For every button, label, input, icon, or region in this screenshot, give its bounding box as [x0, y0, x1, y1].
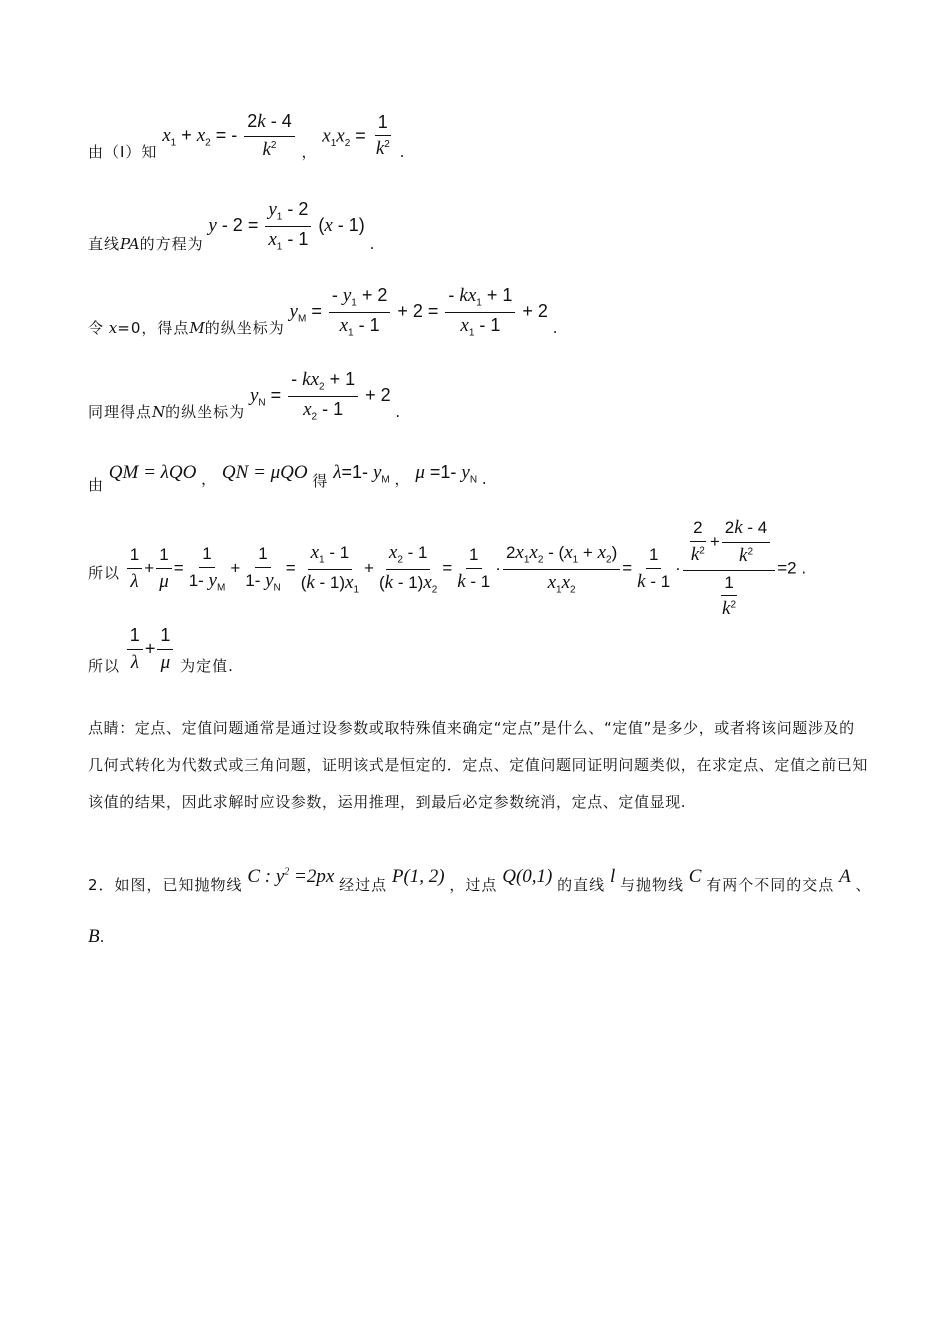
problem-2-curve-c: C	[688, 866, 702, 887]
line-4-var: N	[152, 402, 166, 421]
formula-line-pa: y - 2 = $\frac{y_1 - 2}{x_1 - 1}$ (x - 1)	[208, 199, 365, 253]
line-1-end: .	[399, 143, 405, 162]
line-5-sep: ，	[201, 470, 218, 488]
problem-2-t7: 、	[855, 876, 872, 894]
problem-2	[88, 866, 872, 894]
problem-2-parabola: C : $y^2 =2px$	[247, 866, 335, 887]
line-6-prefix: 所以	[88, 563, 121, 582]
remark-paragraph: 点睛：定点、定值问题通常是通过设参数或取特殊值来确定“定点”是什么、“定值”是多少，或者将该问题涉及的几何式转化为代数式或三角问题，证明该式是恒定的．定点、定值问题同证明问题类似，在求定点、定值之前已知该值的结果，因此求解时应设参数，运用推理，到最后必定参数统消，定点、定值显现.	[88, 719, 869, 811]
line-1-sep: ，	[301, 143, 318, 162]
line-2-var: PA	[120, 234, 140, 253]
line-7	[88, 626, 234, 674]
line-4-mid: 的纵坐标为	[165, 402, 246, 421]
formula-qm: QM = λQO	[108, 462, 197, 483]
formula-sum-reciprocal: $\frac{1}{\lambda}$ + $\frac{1}{\mu}$ = $\frac{1}{1- y_M}$ + $\frac{1}{1- y_N}$ = $\frac{x_1 - 1}{(k - 1)x_1}$ + $\frac{x_2 - 1}{(k - 1)x_2}$ = $\frac{1}{k - 1}$ · $\frac{2x_1x_2 - (x_1 + x_2)}{x_1x_2}$ = $\frac{1}{k - 1}$ · $\frac{2}{k^2}$ + $\frac{2k - 4}{k^2}$ $\frac{1}{k^2}$ =2	[125, 518, 797, 620]
problem-2-t3: ，过点	[449, 876, 498, 894]
formula-conclusion: $\frac{1}{\lambda}$ + $\frac{1}{\mu}$	[125, 626, 176, 674]
line-3	[88, 286, 557, 338]
line-5-end: .	[481, 470, 487, 488]
line-5	[88, 462, 487, 494]
line-2	[88, 200, 374, 252]
problem-2-line-l: l	[609, 866, 616, 887]
line-5-sep2: ，	[394, 470, 411, 488]
line-6-end: .	[801, 559, 807, 578]
line-2-prefix: 直线	[88, 234, 121, 253]
line-1-prefix: 由（I）知	[88, 143, 158, 162]
line-5-mid: 得	[312, 472, 329, 490]
line-3-prefix: 令	[88, 318, 105, 337]
problem-2-point-p: P(1, 2)	[391, 866, 445, 887]
line-5-prefix: 由	[88, 476, 105, 494]
problem-2-point-q: Q(0,1)	[502, 866, 553, 887]
problem-2-t8: .	[99, 928, 105, 946]
line-3-mid: 的纵坐标为	[204, 318, 285, 337]
problem-2-t5: 与抛物线	[620, 876, 685, 894]
problem-2-t6: 有两个不同的交点	[706, 876, 835, 894]
line-3-var: x	[108, 318, 118, 337]
line-4-prefix: 同理得点	[88, 402, 153, 421]
formula-mu: μ =1- $y_N$	[415, 462, 478, 486]
formula-lambda: λ=1- $y_M$	[333, 462, 390, 486]
problem-2-t1: 2．如图，已知抛物线	[88, 876, 243, 894]
line-2-mid: 的方程为	[139, 234, 204, 253]
problem-2-cont	[88, 926, 104, 948]
line-7-prefix: 所以	[88, 656, 121, 675]
problem-2-point-b: B	[88, 926, 100, 947]
formula-sum-roots: $x_1 + x_2$ = - $\frac{2k - 4}{k^2}$	[162, 112, 297, 161]
line-6	[88, 518, 806, 620]
formula-product-roots: $x_1x_2$ = $\frac{1}{k^2}$	[322, 111, 390, 160]
problem-2-t2: 经过点	[339, 876, 388, 894]
problem-2-t4: 的直线	[557, 876, 606, 894]
line-3-eq: =0，得点	[117, 318, 190, 337]
line-1	[88, 112, 404, 161]
formula-yn: $y_N$ = $\frac{- kx_2 + 1}{x_2 - 1}$ + 2	[249, 369, 391, 423]
line-3-end: .	[552, 318, 558, 337]
problem-2-point-a: A	[839, 866, 851, 887]
line-2-end: .	[369, 234, 375, 253]
line-4	[88, 370, 400, 422]
line-4-end: .	[395, 402, 401, 421]
line-7-end: 为定值.	[180, 656, 234, 675]
formula-qn: QN = μQO	[221, 462, 308, 483]
line-3-var2: M	[189, 318, 205, 337]
formula-ym: $y_M$ = $\frac{- y_1 + 2}{x_1 - 1}$ + 2 = $\frac{- kx_1 + 1}{x_1 - 1}$ + 2	[289, 285, 548, 339]
